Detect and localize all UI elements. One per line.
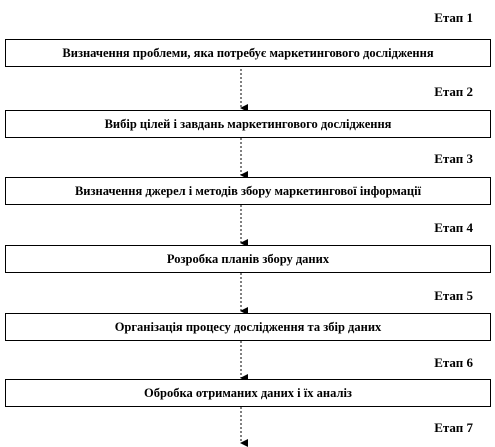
stage-2-label: Етап 2 xyxy=(434,84,473,99)
stage-3-box: Визначення джерел і методів збору маркетингової інформації xyxy=(5,177,491,205)
stage-7-label: Етап 7 xyxy=(434,420,473,435)
stage-1-box: Визначення проблеми, яка потребує маркетингового дослідження xyxy=(5,39,491,67)
stage-1-label: Етап 1 xyxy=(434,10,473,25)
stage-6-label: Етап 6 xyxy=(434,355,473,370)
stage-4-label: Етап 4 xyxy=(434,220,473,235)
stage-3-label: Етап 3 xyxy=(434,151,473,166)
stage-5-box: Організація процесу дослідження та збір даних xyxy=(5,313,491,341)
stage-4-box: Розробка планів збору даних xyxy=(5,245,491,273)
stage-5-label: Етап 5 xyxy=(434,288,473,303)
stage-6-box: Обробка отриманих даних і їх аналіз xyxy=(5,379,491,407)
stage-2-box: Вибір цілей і завдань маркетингового дослідження xyxy=(5,110,491,138)
